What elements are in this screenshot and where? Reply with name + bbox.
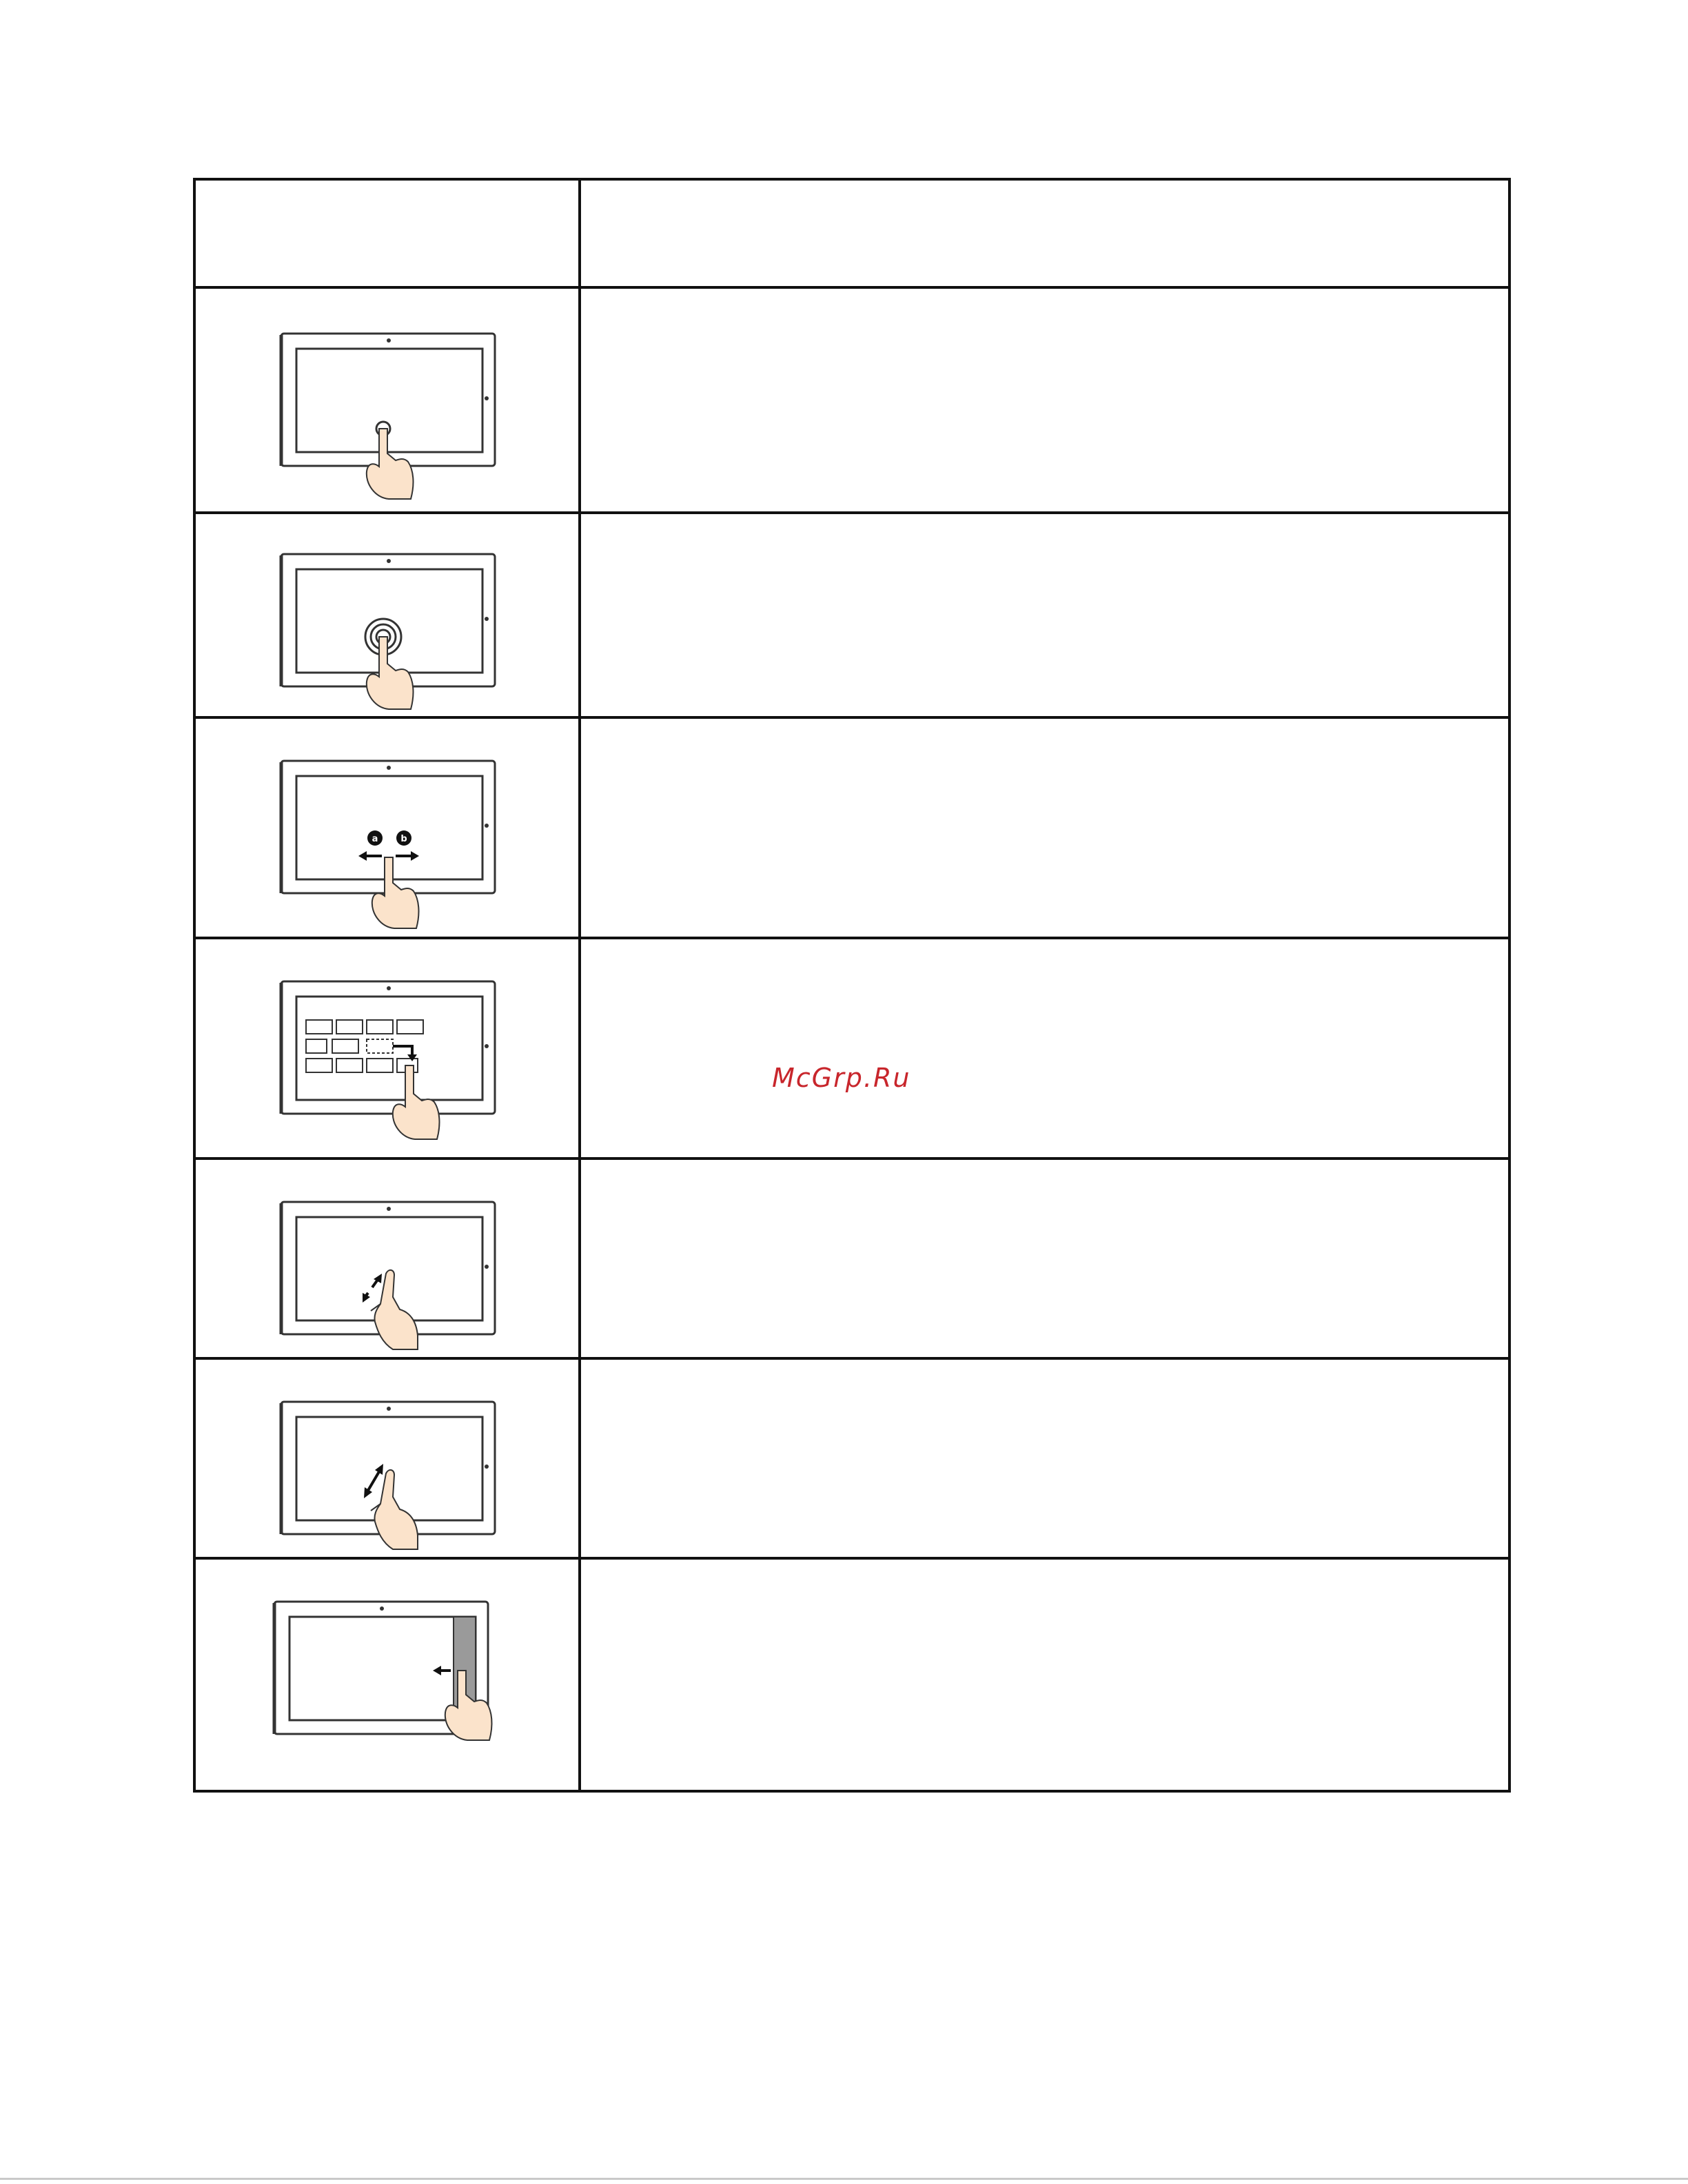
swipe-from-edge-gesture-icon (272, 1593, 506, 1773)
gesture-table (193, 178, 1511, 1793)
tap-gesture-icon (278, 325, 506, 504)
row-separator (196, 511, 1508, 514)
watermark-text: McGrp.Ru (772, 1063, 911, 1093)
zoom-out-gesture-icon (278, 1194, 506, 1352)
slide-gesture-icon (278, 753, 506, 932)
row-separator (196, 286, 1508, 289)
row-separator (196, 1557, 1508, 1560)
bottom-rule (0, 2178, 1688, 2180)
column-divider (578, 181, 581, 1790)
row-separator (196, 1357, 1508, 1360)
row-separator (196, 716, 1508, 719)
row-separator (196, 1157, 1508, 1160)
tap-and-hold-gesture-icon (278, 546, 506, 711)
svg-text:a: a (372, 834, 378, 844)
zoom-in-gesture-icon (278, 1394, 506, 1552)
drag-gesture-icon (278, 973, 506, 1152)
svg-text:b: b (400, 834, 407, 844)
row-separator (196, 937, 1508, 939)
